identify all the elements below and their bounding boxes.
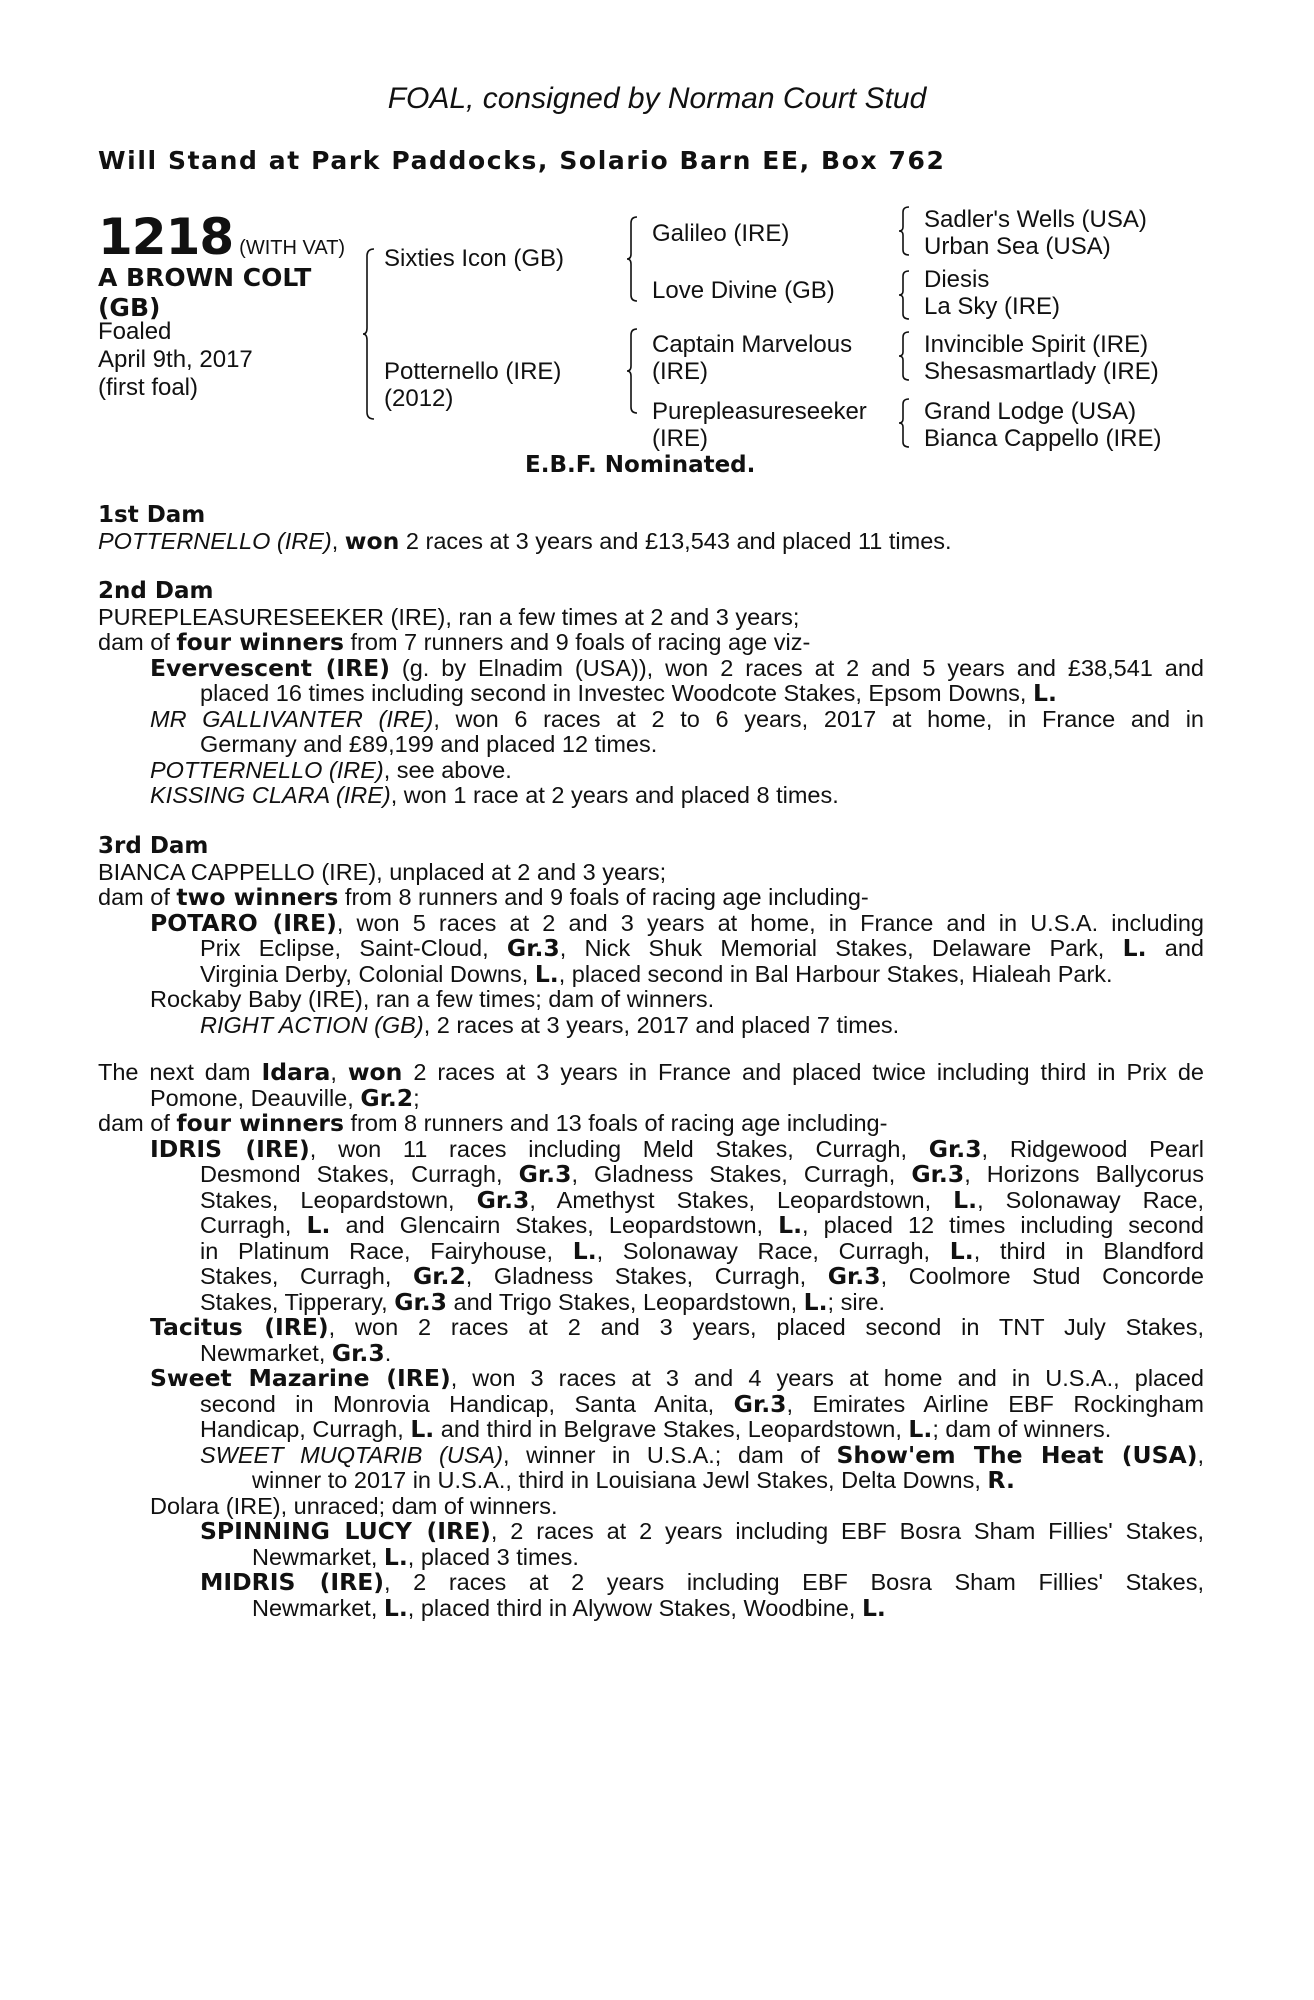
pedigree-sire-sire: Galileo (IRE) [652, 220, 790, 247]
pedigree-brace-g2 [898, 270, 912, 320]
text: Curragh, [200, 1212, 307, 1238]
text: Desmond Stakes, Curragh, [200, 1161, 519, 1187]
horse-name: Idara [261, 1058, 331, 1086]
produce-entry [98, 707, 1204, 733]
first-dam-section [98, 503, 1204, 554]
pedigree-name-line: La Sky (IRE) [924, 293, 1061, 320]
race-grade: Gr.3 [331, 1338, 385, 1367]
text: and Trigo Stakes, Leopardstown, [447, 1288, 804, 1315]
consignor-line: FOAL, consigned by Norman Court Stud [387, 82, 927, 115]
horse-name: Tacitus (IRE) [150, 1313, 329, 1341]
produce-entry-sub [98, 1570, 1204, 1596]
text: Prix Eclipse, Saint-Cloud, [200, 935, 507, 961]
text: , won 6 races at 2 to 6 years, 2017 at home, in France and in [433, 705, 1205, 732]
produce-entry: Rockaby Baby (IRE), ran a few times; dam of winners. [150, 986, 715, 1012]
text: (g. by Elnadim (USA)), won 2 races at 2 and 5 years and £38,541 and [389, 654, 1205, 681]
pedigree-brace-g4 [898, 398, 912, 448]
pedigree-great-grand-4 [924, 398, 1161, 452]
pedigree-brace-g1 [898, 206, 912, 256]
description-line: (GB) [98, 293, 161, 322]
vat-note: (WITH VAT) [239, 237, 346, 259]
race-grade: Gr.3 [476, 1185, 530, 1214]
pedigree-great-grand-2 [924, 266, 1060, 320]
horse-name: POTTERNELLO (IRE) [98, 527, 332, 554]
section-heading: 3rd Dam [98, 833, 209, 859]
pedigree-great-grand-1 [924, 206, 1147, 260]
lot-number: 1218 [98, 208, 234, 266]
produce-entry-cont [98, 1236, 1204, 1265]
pedigree-name-line: Captain Marvelous [652, 331, 853, 358]
horse-name: POTTERNELLO (IRE) [150, 756, 384, 783]
pedigree-sire-dam: Love Divine (GB) [652, 277, 835, 304]
produce-entry-cont [98, 681, 1204, 707]
produce-entry-sub-cont [98, 1542, 1204, 1571]
pedigree-dam-sire [652, 331, 852, 385]
horse-name: MIDRIS (IRE) [200, 1568, 385, 1596]
foaled-label: Foaled [98, 318, 172, 345]
dam-produce-summary [98, 885, 1204, 911]
record-text: 2 races at 3 years and £13,543 and placed 11 times. [399, 527, 952, 554]
produce-entry [98, 908, 1204, 937]
text: , [1197, 1441, 1204, 1468]
text: , won 5 races at 2 and 3 years at home, in France and in U.S.A. including [336, 909, 1204, 936]
text: dam of [98, 884, 177, 910]
winners-count: four winners [176, 1109, 344, 1137]
text: Pomone, Deauville, [150, 1084, 361, 1111]
race-grade: L. [572, 1236, 597, 1265]
pedigree-brace-dam [626, 328, 640, 414]
pedigree-name-line: Diesis [924, 266, 990, 293]
text: ; dam of winners. [932, 1416, 1112, 1442]
text: The next dam [98, 1059, 262, 1085]
pedigree-brace-g3 [898, 331, 912, 381]
text: , Amethyst Stakes, Leopardstown, [529, 1186, 954, 1213]
text: and [1146, 935, 1204, 961]
text: and Glencairn Stakes, Leopardstown, [330, 1212, 779, 1238]
winners-count: four winners [176, 628, 344, 656]
text: Virginia Derby, Colonial Downs, [200, 960, 535, 987]
text: Newmarket, [200, 1339, 332, 1366]
won-label: won [344, 526, 400, 555]
horse-name: Evervescent (IRE) [150, 653, 390, 682]
race-grade: L. [908, 1415, 933, 1443]
pedigree-name-line: (IRE) [652, 358, 708, 385]
text: winner to 2017 in U.S.A., third in Louisiana Jewl Stakes, Delta Downs, [252, 1467, 988, 1493]
pedigree-name-line: Grand Lodge (USA) [924, 398, 1137, 425]
race-grade: L. [534, 959, 559, 988]
race-grade: Gr.3 [911, 1160, 965, 1188]
text: ; sire. [827, 1288, 886, 1315]
produce-entry-sub [98, 1519, 1204, 1545]
text: 2 races at 3 years in France and placed twice including third in Prix de [402, 1059, 1204, 1085]
text: , 2 races at 3 years, 2017 and placed 7 times. [423, 1011, 900, 1038]
pedigree-name-line: Invincible Spirit (IRE) [924, 331, 1149, 358]
second-dam-section [98, 579, 1204, 809]
produce-entry-sub [98, 1440, 1204, 1469]
race-grade: L. [1122, 934, 1147, 962]
race-grade: Gr.3 [928, 1134, 982, 1163]
first-dam-record: POTTERNELLO (IRE), won 2 races at 3 years and £13,543 and placed 11 times. [98, 526, 952, 555]
text: Handicap, Curragh, [200, 1416, 411, 1442]
pedigree-name-line: Shesasmartlady (IRE) [924, 358, 1159, 385]
pedigree-dam-year: (2012) [384, 385, 454, 412]
horse-name: IDRIS (IRE) [150, 1134, 310, 1163]
pedigree-sire: Sixties Icon (GB) [384, 245, 565, 272]
produce-entry [98, 758, 1204, 784]
dam-line: BIANCA CAPPELLO (IRE), unplaced at 2 and 3 years; [98, 858, 667, 885]
text: and third in Belgrave Stakes, Leopardstown, [434, 1416, 909, 1442]
produce-entry [98, 1366, 1204, 1392]
race-grade: L. [383, 1593, 408, 1622]
text: from 7 runners and 9 foals of racing age viz- [344, 629, 811, 655]
text: , Solonaway Race, Curragh, [596, 1237, 950, 1264]
lot-number-block [98, 208, 345, 266]
dam-produce-summary [98, 630, 1204, 656]
section-heading: 1st Dam [98, 502, 206, 528]
text: , placed second in Bal Harbour Stakes, Hialeah Park. [558, 960, 1113, 987]
section-heading: 2nd Dam [98, 578, 214, 604]
horse-name: RIGHT ACTION (GB) [200, 1011, 424, 1038]
produce-entry-sub-cont [98, 1468, 1204, 1494]
text: , [330, 1059, 348, 1085]
text: . [384, 1339, 392, 1366]
text: placed 16 times including second in Investec Woodcote Stakes, Epsom Downs, [200, 680, 1033, 706]
ebf-nominated: E.B.F. Nominated. [525, 452, 756, 478]
dam-line: PUREPLEASURESEEKER (IRE), ran a few times at 2 and 3 years; [98, 603, 800, 630]
race-grade: Gr.3 [518, 1160, 572, 1188]
race-grade: L. [410, 1415, 435, 1443]
horse-name: Sweet Mazarine (IRE) [150, 1364, 451, 1392]
race-grade: Gr.3 [827, 1262, 881, 1290]
race-grade: L. [803, 1287, 828, 1316]
race-grade: L. [778, 1211, 803, 1239]
text: , Coolmore Stud Concorde [880, 1263, 1204, 1289]
text: , Ridgewood Pearl [981, 1135, 1205, 1162]
text: dam of [98, 1110, 177, 1136]
produce-entry-cont [98, 1162, 1204, 1188]
produce-entry [98, 1134, 1205, 1163]
text: , won 3 races at 3 and 4 years at home and in U.S.A., placed [450, 1365, 1204, 1391]
pedigree-great-grand-3 [924, 331, 1159, 385]
race-grade: L. [383, 1542, 408, 1571]
race-grade: Gr.3 [506, 934, 560, 962]
horse-name: SWEET MUQTARIB (USA) [200, 1441, 504, 1468]
produce-entry-cont [98, 936, 1204, 962]
produce-entry-sub-cont [98, 1593, 1204, 1622]
produce-entry-cont [98, 1185, 1204, 1214]
produce-entry-cont [98, 1264, 1204, 1290]
produce-entry-cont [98, 1287, 1204, 1316]
text: , winner in U.S.A.; dam of [503, 1441, 837, 1468]
text: , Gladness Stakes, Curragh, [465, 1263, 828, 1289]
race-grade: R. [987, 1466, 1015, 1494]
text: , Solonaway Race, [977, 1186, 1204, 1213]
text: , placed 3 times. [407, 1543, 579, 1570]
won-label: won [347, 1058, 403, 1086]
text: , 2 races at 2 years including EBF Bosra Sham Fillies' Stakes, [490, 1518, 1204, 1544]
horse-name: SPINNING LUCY (IRE) [200, 1517, 491, 1545]
horse-name: MR GALLIVANTER (IRE) [150, 705, 434, 732]
text: second in Monrovia Handicap, Santa Anita, [200, 1390, 734, 1417]
race-grade: L. [949, 1236, 974, 1265]
text: , third in Blandford [973, 1237, 1204, 1264]
winners-count: two winners [176, 883, 339, 911]
race-grade: Gr.3 [394, 1287, 447, 1316]
produce-entry-cont [98, 1213, 1204, 1239]
produce-entry-cont [98, 1338, 1204, 1367]
pedigree-name-line: (IRE) [652, 425, 708, 452]
pedigree-name-line: Sadler's Wells (USA) [924, 206, 1147, 233]
pedigree-dam-name: Potternello (IRE) [384, 358, 562, 385]
produce-entry [98, 1013, 1204, 1039]
text: , 2 races at 2 years including EBF Bosra Sham Fillies' Stakes, [384, 1569, 1204, 1595]
produce-entry: Dolara (IRE), unraced; dam of winners. [150, 1492, 558, 1519]
text: Newmarket, [252, 1543, 384, 1570]
horse-name: POTARO (IRE) [150, 908, 337, 937]
pedigree-name-line: Urban Sea (USA) [924, 233, 1111, 260]
pedigree-name-line: Purepleasureseeker [652, 398, 867, 425]
produce-entry [98, 1315, 1204, 1341]
text: Stakes, Leopardstown, [200, 1186, 477, 1213]
produce-entry-cont: Germany and £89,199 and placed 12 times. [200, 731, 658, 757]
produce-entry [98, 653, 1205, 682]
race-grade: Gr.2 [360, 1083, 414, 1112]
pedigree-brace-sire [626, 216, 640, 302]
pedigree-brace-main [362, 248, 378, 420]
race-grade: L. [306, 1211, 331, 1239]
produce-entry-cont [98, 1417, 1204, 1443]
text: ; [413, 1084, 420, 1111]
next-dam-intro [98, 1060, 1204, 1086]
race-grade: Gr.3 [733, 1389, 787, 1418]
next-dam-intro-cont [98, 1083, 1204, 1112]
race-grade: Gr.2 [412, 1262, 466, 1290]
description-line: A BROWN COLT [98, 263, 312, 292]
text: Stakes, Curragh, [200, 1263, 413, 1289]
text: , Gladness Stakes, Curragh, [571, 1161, 912, 1187]
text: in Platinum Race, Fairyhouse, [200, 1237, 573, 1264]
text: Stakes, Tipperary, [200, 1288, 395, 1315]
produce-entry-cont [98, 1389, 1204, 1418]
text: , Emirates Airline EBF Rockingham [786, 1390, 1204, 1417]
race-grade: L. [861, 1593, 886, 1622]
text: , placed 12 times including second [802, 1212, 1205, 1238]
horse-name: KISSING CLARA (IRE) [150, 782, 391, 808]
dam-produce-summary [98, 1111, 1204, 1137]
text: , placed third in Alywow Stakes, Woodbine, [407, 1594, 862, 1621]
foaled-info [98, 318, 253, 402]
text: , won 1 race at 2 years and placed 8 times. [390, 782, 839, 808]
text: from 8 runners and 13 foals of racing age including- [344, 1110, 888, 1136]
stand-location: Will Stand at Park Paddocks, Solario Barn EE, Box 762 [98, 146, 946, 175]
pedigree-dam [384, 358, 561, 412]
foaled-date: April 9th, 2017 [98, 346, 253, 373]
lot-description [98, 263, 338, 323]
pedigree-name-line: Bianca Cappello (IRE) [924, 425, 1162, 452]
produce-entry [98, 783, 1204, 809]
text: dam of [98, 629, 177, 655]
text: , won 11 races including Meld Stakes, Curragh, [309, 1135, 929, 1162]
foal-note: (first foal) [98, 374, 199, 401]
horse-name: Show'em The Heat (USA) [836, 1440, 1198, 1469]
text: , Nick Shuk Memorial Stakes, Delaware Park, [559, 935, 1123, 961]
produce-entry-cont [98, 959, 1204, 988]
text: , Horizons Ballycorus [964, 1161, 1205, 1187]
race-grade: L. [953, 1185, 978, 1214]
third-dam-section [98, 834, 1204, 1038]
pedigree-dam-dam [652, 398, 867, 452]
text: , won 2 races at 2 and 3 years, placed second in TNT July Stakes, [328, 1314, 1204, 1340]
text: Newmarket, [252, 1594, 384, 1621]
text: from 8 runners and 9 foals of racing age including- [338, 884, 869, 910]
race-grade: L. [1032, 679, 1057, 707]
next-dam-section [98, 1060, 1204, 1621]
text: , see above. [383, 756, 512, 783]
